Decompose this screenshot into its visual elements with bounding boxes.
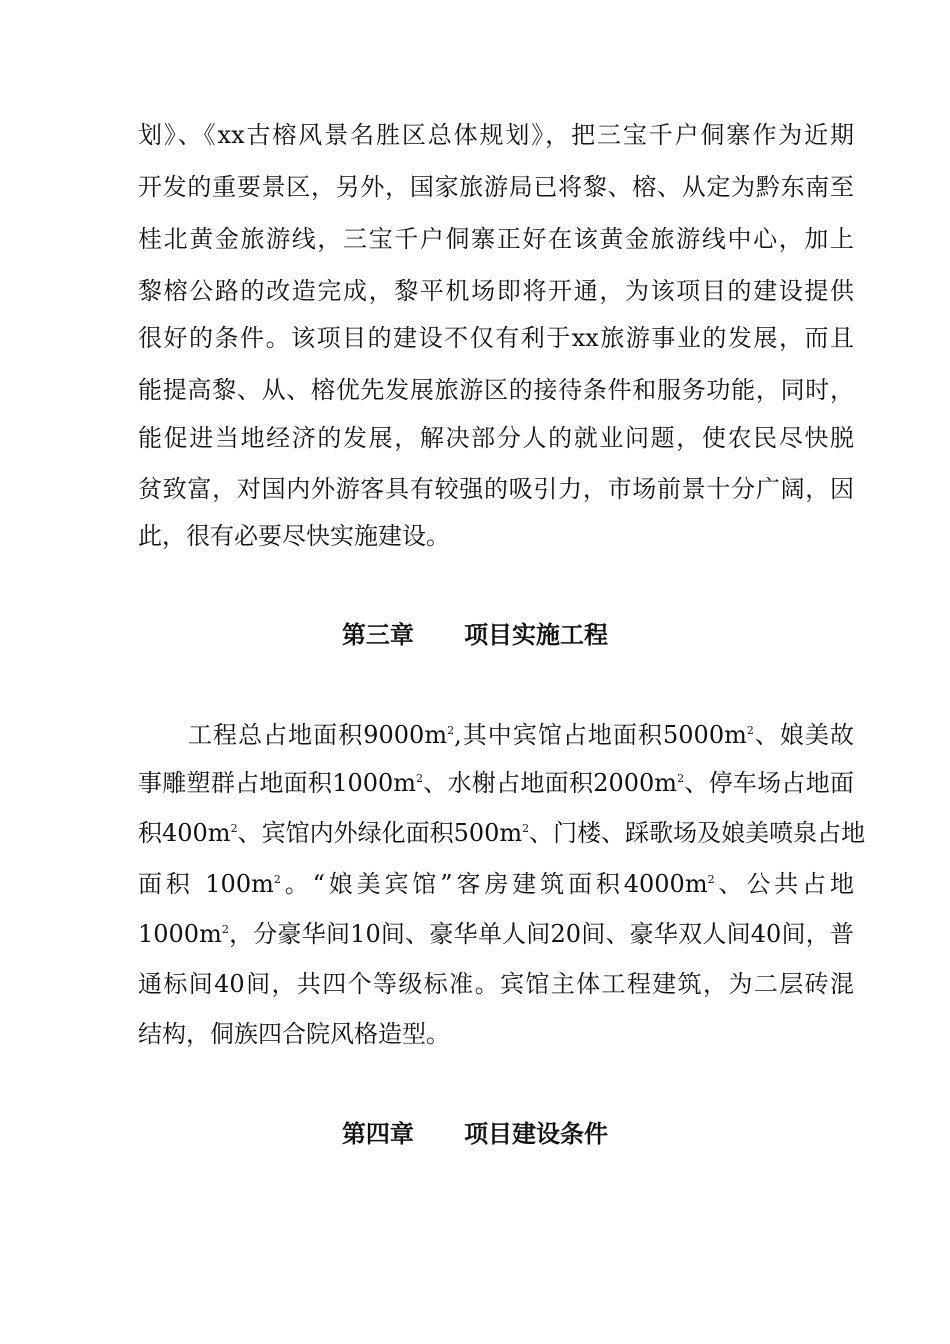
text-line: 贫致富，对国内外游客具有较强的吸引力，市场前景十分广阔，因: [138, 475, 854, 503]
chapter-title: 项目实施工程: [464, 621, 609, 649]
chapter-title: 项目建设条件: [464, 1120, 609, 1148]
text-line: 黎榕公路的改造完成，黎平机场即将开通，为该项目的建设提供: [138, 277, 854, 305]
text-line: 面积 $100m^2$。“娘美宾馆”客房建筑面积$4000m^2$、公共占地: [138, 870, 854, 898]
chapter-number: 第三章: [341, 621, 414, 649]
text-line: 桂北黄金旅游线，三宝千户侗寨正好在该黄金旅游线中心，加上: [138, 225, 854, 253]
text-line: 此，很有必要尽快实施建设。: [138, 522, 450, 550]
text-line: 工程总占地面积$9000m^2$,其中宾馆占地面积$5000m^2$、娘美故: [188, 721, 854, 749]
text-line: 划》、《xx古榕风景名胜区总体规划》，把三宝千户侗寨作为近期: [138, 121, 854, 149]
text-line: 开发的重要景区，另外，国家旅游局已将黎、榕、从定为黔东南至: [138, 173, 854, 201]
chapter-3-heading: [0, 620, 950, 650]
text-line: 能促进当地经济的发展，解决部分人的就业问题，使农民尽快脱: [138, 424, 854, 452]
text-line: 通标间40间，共四个等级标准。宾馆主体工程建筑，为二层砖混: [138, 970, 854, 998]
text-line: 结构，侗族四合院风格造型。: [138, 1020, 450, 1048]
text-line: 很好的条件。该项目的建设不仅有利于xx旅游事业的发展，而且: [138, 324, 854, 352]
chapter-4-heading: [0, 1119, 950, 1149]
chapter-number: 第四章: [341, 1120, 414, 1148]
text-line: 事雕塑群占地面积$1000m^2$、水榭占地面积$2000m^2$、停车场占地面: [138, 769, 854, 797]
text-line: $1000m^2$，分豪华间10间、豪华单人间20间、豪华双人间40间，普: [138, 920, 854, 948]
text-line: 能提高黎、从、榕优先发展旅游区的接待条件和服务功能，同时，: [138, 376, 854, 404]
text-line: 积$400m^2$、宾馆内外绿化面积$500m^2$、门楼、踩歌场及娘美喷泉占地: [138, 819, 866, 847]
